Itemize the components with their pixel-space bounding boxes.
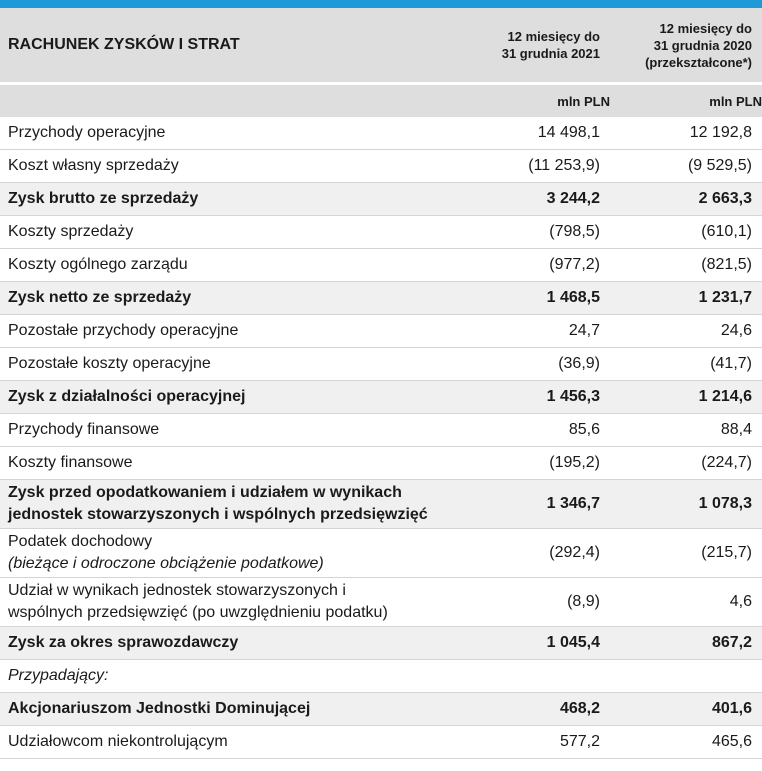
value-2021: 1 456,3 — [465, 381, 610, 414]
table-row — [0, 315, 762, 348]
table-row — [0, 726, 762, 759]
unit-2020: mln PLN — [610, 85, 762, 117]
value-2020: 1 078,3 — [610, 480, 762, 529]
value-2020: (610,1) — [610, 216, 762, 249]
value-2020: (821,5) — [610, 249, 762, 282]
table-row-subtotal — [0, 282, 762, 315]
table-row — [0, 348, 762, 381]
value-2021: 577,2 — [465, 726, 610, 759]
row-label: Zysk netto ze sprzedaży — [0, 282, 465, 315]
value-2021: (292,4) — [465, 529, 610, 578]
value-2021: (195,2) — [465, 447, 610, 480]
table-row — [0, 249, 762, 282]
row-label: Koszty sprzedaży — [0, 216, 465, 249]
row-label: Udział w wynikach jednostek stowarzyszonych i wspólnych przedsięwzięć (po uwzględnieniu podatku) — [0, 578, 465, 627]
value-2021: (11 253,9) — [465, 150, 610, 183]
table-row-subtotal — [0, 381, 762, 414]
income-statement-table — [0, 8, 762, 759]
row-label: Pozostałe przychody operacyjne — [0, 315, 465, 348]
value-2020 — [610, 660, 762, 693]
row-label: Akcjonariuszom Jednostki Dominującej — [0, 693, 465, 726]
value-2021: 14 498,1 — [465, 117, 610, 150]
value-2020: 465,6 — [610, 726, 762, 759]
value-2021: (798,5) — [465, 216, 610, 249]
table-title: RACHUNEK ZYSKÓW I STRAT — [0, 8, 465, 82]
value-2021: (977,2) — [465, 249, 610, 282]
value-2020: 12 192,8 — [610, 117, 762, 150]
value-2020: 2 663,3 — [610, 183, 762, 216]
row-label: Koszty ogólnego zarządu — [0, 249, 465, 282]
value-2020: 24,6 — [610, 315, 762, 348]
table-row-subtotal — [0, 693, 762, 726]
unit-row — [0, 85, 762, 117]
value-2021: (36,9) — [465, 348, 610, 381]
column-header-2020: 12 miesięcy do 31 grudnia 2020 (przekształcone*) — [610, 8, 762, 82]
table-row — [0, 117, 762, 150]
value-2021: 3 244,2 — [465, 183, 610, 216]
table-row — [0, 529, 762, 578]
value-2020: 1 231,7 — [610, 282, 762, 315]
value-2021: 468,2 — [465, 693, 610, 726]
value-2021: 1 045,4 — [465, 627, 610, 660]
top-accent-bar — [0, 0, 762, 8]
row-label: Koszt własny sprzedaży — [0, 150, 465, 183]
table-row-subtotal — [0, 480, 762, 529]
row-label: Przychody operacyjne — [0, 117, 465, 150]
value-2020: (41,7) — [610, 348, 762, 381]
row-label: Koszty finansowe — [0, 447, 465, 480]
unit-2021: mln PLN — [465, 85, 610, 117]
value-2021: 24,7 — [465, 315, 610, 348]
value-2020: 88,4 — [610, 414, 762, 447]
value-2020: 4,6 — [610, 578, 762, 627]
table-row — [0, 447, 762, 480]
row-sublabel: (bieżące i odroczone obciążenie podatkowe) — [8, 555, 324, 572]
table-row — [0, 216, 762, 249]
row-label: Zysk za okres sprawozdawczy — [0, 627, 465, 660]
table-row-subtotal — [0, 183, 762, 216]
value-2021: 1 468,5 — [465, 282, 610, 315]
column-header-2021: 12 miesięcy do 31 grudnia 2021 — [465, 8, 610, 82]
value-2020: (224,7) — [610, 447, 762, 480]
table-row — [0, 414, 762, 447]
value-2021: 85,6 — [465, 414, 610, 447]
table-row — [0, 660, 762, 693]
row-label: Zysk przed opodatkowaniem i udziałem w wynikach jednostek stowarzyszonych i wspólnych przedsięwzięć — [0, 480, 465, 529]
row-label: Przychody finansowe — [0, 414, 465, 447]
row-label: Podatek dochodowy (bieżące i odroczone obciążenie podatkowe) — [0, 529, 465, 578]
value-2021: (8,9) — [465, 578, 610, 627]
table-row-subtotal — [0, 627, 762, 660]
value-2020: 867,2 — [610, 627, 762, 660]
value-2020: (9 529,5) — [610, 150, 762, 183]
row-label: Przypadający: — [0, 660, 465, 693]
table-row — [0, 150, 762, 183]
value-2020: 1 214,6 — [610, 381, 762, 414]
header-row — [0, 8, 762, 82]
value-2020: 401,6 — [610, 693, 762, 726]
row-label: Udziałowcom niekontrolującym — [0, 726, 465, 759]
value-2021: 1 346,7 — [465, 480, 610, 529]
row-label: Pozostałe koszty operacyjne — [0, 348, 465, 381]
value-2020: (215,7) — [610, 529, 762, 578]
row-label: Zysk brutto ze sprzedaży — [0, 183, 465, 216]
table-row — [0, 578, 762, 627]
row-label: Zysk z działalności operacyjnej — [0, 381, 465, 414]
value-2021 — [465, 660, 610, 693]
